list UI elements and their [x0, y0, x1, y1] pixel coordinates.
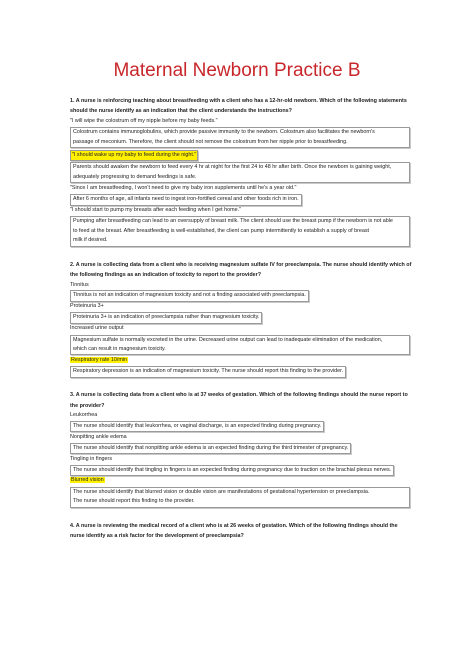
- rationale-box: [70, 335, 410, 356]
- correct-answer-option: "I should wake up my baby to feed during the night.": [70, 150, 198, 161]
- rationale-text: Parents should awaken the newborn to feed every 4 hr at night for the first 24 to 48 hr after birth. Once the newborn is gaining weight,: [73, 164, 392, 171]
- question-2: [70, 261, 410, 378]
- answer-option: Tinnitus: [70, 281, 89, 288]
- document-title: Maternal Newborn Practice B: [113, 60, 361, 81]
- answer-option: Increased urine output: [70, 325, 124, 332]
- question-stem: the provider?: [70, 402, 105, 409]
- answer-option: Proteinuria 3+: [70, 303, 104, 310]
- rationale-box: [70, 487, 410, 508]
- rationale-text: The nurse should identify that blurred vision or double vision are manifestations of gestational hypertension or preeclampsia.: [73, 488, 370, 495]
- rationale-text: Colostrum contains immunoglobulins, which provide passive immunity to the newborn. Colostrum also facilitates the newborn's: [73, 129, 375, 136]
- answer-option: "Since I am breastfeeding, I won't need to give my baby iron supplements until he's a year old.": [70, 185, 297, 192]
- rationale-box: The nurse should identify that leukorrhea, or vaginal discharge, is an expected finding during pregnancy.: [70, 421, 324, 432]
- question-1: [70, 97, 410, 247]
- rationale-text: The nurse should report this finding to the provider.: [73, 498, 195, 505]
- question-stem: 3. A nurse is collecting data from a client who is at 37 weeks of gestation. Which of the following findings should the nurse report to: [70, 392, 408, 399]
- question-stem: the following findings as an indication of toxicity to report to the provider?: [70, 272, 262, 279]
- answer-option: "I should start to pump my breasts after each feeding when I get home.": [70, 207, 242, 214]
- rationale-box: The nurse should identify that tingling in fingers is an expected finding during pregnancy due to traction on the brachial plexus nerves.: [70, 465, 394, 476]
- question-3: [70, 391, 410, 507]
- rationale-text: adequately progressing to demand feedings is safe.: [73, 173, 197, 180]
- correct-answer-option: Blurred vision: [71, 477, 104, 484]
- rationale-text: passage of meconium. Therefore, the client should not remove the colostrum from her nipple prior to breastfeeding.: [73, 138, 348, 145]
- rationale-text: which can result in magnesium toxicity.: [73, 345, 166, 352]
- correct-answer-option: Respiratory rate 10/min: [71, 357, 128, 364]
- question-stem: should the nurse identify as an indication that the client understands the instructions?: [70, 108, 292, 115]
- rationale-box: The nurse should identify that nonpitting ankle edema is an expected finding during the third trimester of pregnancy.: [70, 443, 351, 454]
- rationale-text: Magnesium sulfate is normally excreted in the urine. Decreased urine output can lead to inadequate elimination of the medication,: [73, 336, 383, 343]
- question-stem: nurse identify as a risk factor for the development of preeclampsia?: [70, 533, 244, 540]
- question-stem: 4. A nurse is reviewing the medical record of a client who is at 26 weeks of gestation. Which of the following findings should the: [70, 522, 398, 529]
- answer-option: Nonpitting ankle edema: [70, 433, 127, 440]
- rationale-text: milk if desired.: [73, 237, 108, 244]
- rationale-text: to feed at the breast. After breastfeeding is well-established, the client can pump intermittently to establish a supply of breast: [73, 227, 370, 234]
- question-stem: 1. A nurse is reinforcing teaching about breastfeeding with a client who has a 12-hr-old newborn. Which of the following statements: [70, 98, 407, 104]
- document-body: [70, 96, 410, 541]
- rationale-box: Proteinuria 3+ is an indication of preeclampsia rather than magnesium toxicity.: [70, 312, 262, 323]
- rationale-box: [70, 162, 410, 183]
- rationale-text: Pumping after breastfeeding can lead to an oversupply of breast milk. The client should use the breast pump if the newborn is not able: [73, 218, 393, 225]
- rationale-box: [70, 216, 410, 246]
- answer-option: "I will wipe the colostrum off my nipple before my baby feeds.": [70, 117, 218, 124]
- answer-option: Tingling in fingers: [70, 455, 113, 462]
- rationale-box: Respiratory depression is an indication of magnesium toxicity. The nurse should report this finding to the provider.: [70, 366, 346, 377]
- rationale-box: Tinnitus is not an indication of magnesium toxicity and not a finding associated with preeclampsia.: [70, 290, 309, 301]
- rationale-box: After 6 months of age, all infants need to ingest iron-fortified cereal and other foods rich in iron.: [70, 194, 302, 205]
- rationale-box: [70, 127, 410, 148]
- question-stem: 2. A nurse is collecting data from a client who is receiving magnesium sulfate IV for preeclampsia. The nurse should identify which of: [70, 261, 412, 268]
- question-4: [70, 522, 410, 542]
- answer-option: Leukorrhea: [70, 411, 98, 418]
